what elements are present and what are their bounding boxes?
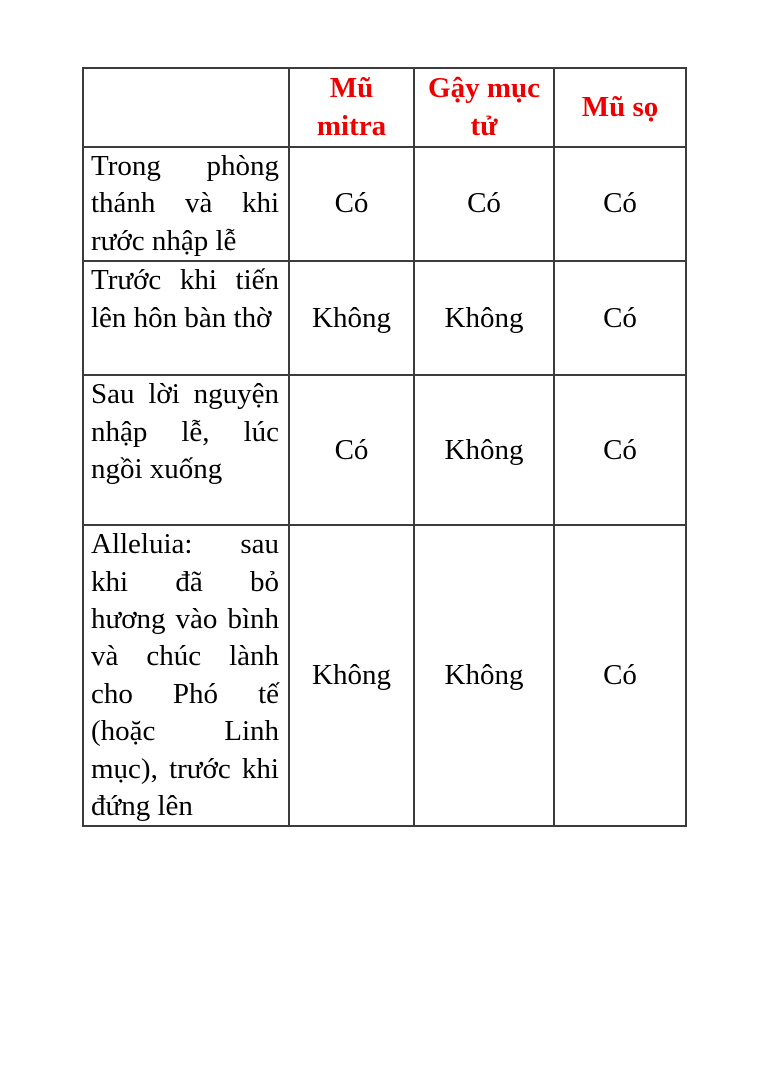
row-label: Trong phòng thánh và khi rước nhập lễ bbox=[83, 147, 289, 261]
cell-value: Không bbox=[414, 375, 554, 525]
column-header-mitra: Mũ mitra bbox=[289, 68, 414, 147]
row-label: Sau lời nguyện nhập lễ, lúc ngồi xuống bbox=[83, 375, 289, 525]
cell-value: Có bbox=[554, 375, 686, 525]
column-header-zucchetto: Mũ sọ bbox=[554, 68, 686, 147]
cell-value: Có bbox=[289, 375, 414, 525]
table-row bbox=[83, 261, 686, 375]
liturgy-vestments-table bbox=[82, 67, 687, 827]
cell-value: Có bbox=[289, 147, 414, 261]
cell-value: Có bbox=[414, 147, 554, 261]
cell-value: Không bbox=[414, 525, 554, 826]
cell-value: Có bbox=[554, 147, 686, 261]
table-row bbox=[83, 147, 686, 261]
cell-value: Không bbox=[289, 261, 414, 375]
cell-value: Có bbox=[554, 261, 686, 375]
cell-value: Có bbox=[554, 525, 686, 826]
table-row bbox=[83, 525, 686, 826]
cell-value: Không bbox=[289, 525, 414, 826]
row-label: Trước khi tiến lên hôn bàn thờ bbox=[83, 261, 289, 375]
column-header-crosier: Gậy mục tử bbox=[414, 68, 554, 147]
row-label: Alleluia: sau khi đã bỏ hương vào bình và chúc lành cho Phó tế (hoặc Linh mục), trước khi đứng lên bbox=[83, 525, 289, 826]
table-row bbox=[83, 375, 686, 525]
header-row bbox=[83, 68, 686, 147]
cell-value: Không bbox=[414, 261, 554, 375]
corner-cell bbox=[83, 68, 289, 147]
